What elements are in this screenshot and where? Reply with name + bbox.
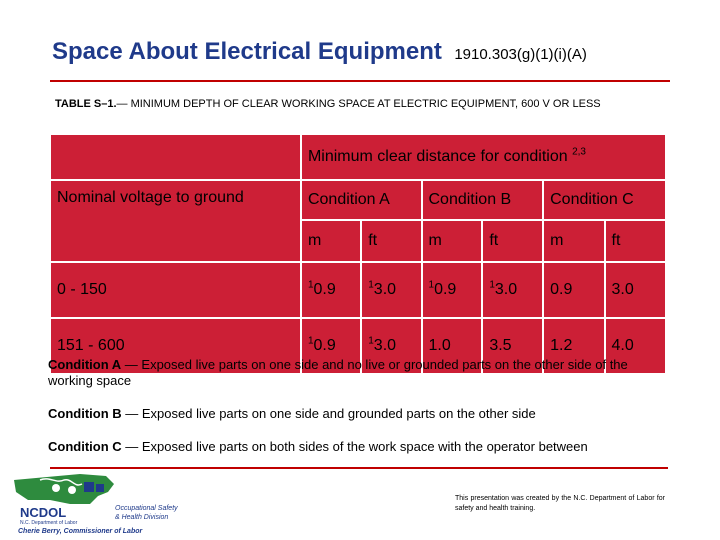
value-cell [605, 262, 667, 318]
row-header: Nominal voltage to ground [50, 180, 301, 262]
nc-state-map-icon [14, 474, 114, 504]
value-text: 0.9 [434, 281, 457, 298]
voltage-cell: 151 - 600 [50, 318, 301, 374]
clearance-table [49, 133, 667, 375]
group-header-footnote: 2,3 [572, 146, 586, 158]
unit-header: m [422, 220, 483, 262]
logo-wordmark: NCDOL [20, 505, 67, 520]
value-text: 0.9 [313, 337, 336, 354]
note-text: — Exposed live parts on one side and no live or grounded parts on the other side of the working space [48, 357, 628, 388]
value-text: 3.0 [373, 337, 397, 354]
footer-credit: This presentation was created by the N.C. Department of Labor for safety and health training. [455, 495, 665, 512]
footer-divider [50, 467, 668, 469]
page-title: Space About Electrical Equipment [52, 38, 442, 65]
value-cell [422, 262, 483, 318]
unit-header: ft [361, 220, 421, 262]
title-divider [50, 80, 670, 82]
table-corner-top [50, 134, 301, 180]
group-header-text: Minimum clear distance for condition [307, 148, 568, 165]
value-cell [482, 262, 543, 318]
footnote-marker: 1 [307, 335, 314, 347]
condition-header-c: Condition C [543, 180, 666, 220]
condition-header-a: Condition A [301, 180, 422, 220]
logo-subtext: N.C. Department of Labor [20, 520, 78, 526]
value-cell [361, 262, 421, 318]
group-header [301, 134, 666, 180]
value-text: 0.9 [550, 281, 573, 298]
condition-note-b [48, 406, 668, 422]
value-cell [543, 262, 604, 318]
value-text: 3.0 [373, 281, 397, 298]
note-text: — Exposed live parts on both sides of the work space with the operator between [121, 439, 588, 454]
condition-note-a [48, 357, 668, 389]
note-text: — Exposed live parts on one side and grounded parts on the other side [121, 406, 536, 421]
commissioner-credit: Cherie Berry, Commissioner of Labor [18, 528, 143, 535]
title-row [52, 38, 587, 66]
value-text: 3.5 [489, 337, 512, 354]
unit-header: ft [605, 220, 667, 262]
division-line-1: Occupational Safety [115, 505, 178, 512]
unit-header: m [301, 220, 361, 262]
footnote-marker: 1 [307, 279, 314, 291]
footnote-marker: 1 [428, 279, 435, 291]
footnote-marker: 1 [489, 279, 495, 291]
value-text: 3.0 [494, 281, 518, 298]
table-caption-label: TABLE S–1. [55, 98, 117, 110]
value-text: 4.0 [611, 337, 634, 354]
table-row [50, 262, 666, 318]
unit-header: m [543, 220, 604, 262]
note-term: Condition A [48, 357, 122, 372]
ncdol-logo [10, 470, 200, 536]
value-text: 1.2 [550, 337, 573, 354]
condition-note-c [48, 439, 668, 455]
footnote-marker: 1 [368, 279, 374, 291]
unit-header: ft [482, 220, 543, 262]
table-caption-text: — MINIMUM DEPTH OF CLEAR WORKING SPACE AT ELECTRIC EQUIPMENT, 600 V OR LESS [116, 98, 601, 110]
table-caption [55, 98, 601, 110]
value-cell [301, 262, 361, 318]
value-text: 1.0 [428, 337, 451, 354]
value-text: 3.0 [611, 281, 634, 298]
value-text: 0.9 [313, 281, 336, 298]
division-line-2: & Health Division [115, 514, 169, 521]
condition-header-b: Condition B [422, 180, 544, 220]
note-term: Condition B [48, 406, 122, 421]
note-term: Condition C [48, 439, 122, 454]
voltage-cell: 0 - 150 [50, 262, 301, 318]
condition-notes [48, 357, 668, 472]
footnote-marker: 1 [368, 335, 374, 347]
regulation-citation: 1910.303(g)(1)(i)(A) [454, 46, 587, 63]
